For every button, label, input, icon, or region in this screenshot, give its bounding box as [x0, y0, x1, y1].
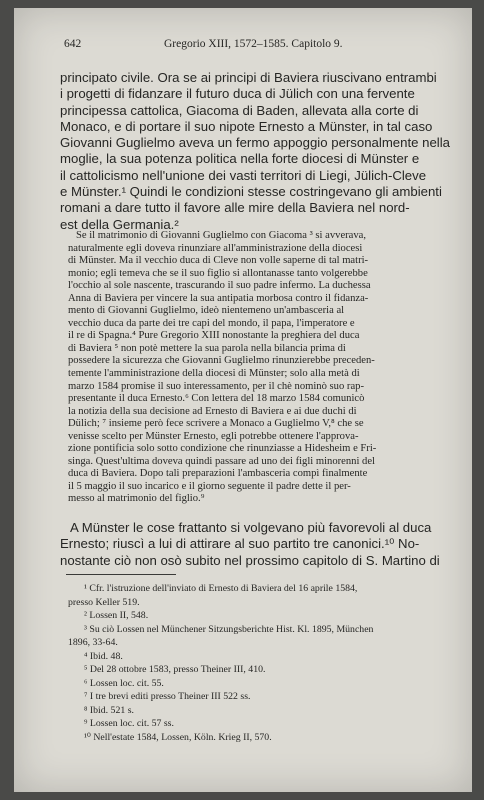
text-line: mento di Giovanni Guglielmo, ideò nientemeno un'ambasceria al — [68, 305, 345, 317]
text-line: venisse scelto per Münster Ernesto, egli potrebbe ottenere l'approva- — [68, 430, 359, 442]
text-line: est della Germania.² — [60, 216, 179, 232]
footnote-continuation: presso Keller 519. — [68, 596, 140, 608]
text-line: i progetti di fidanzare il futuro duca di Jülich con una fervente — [60, 86, 415, 102]
text-line: A Münster le cose frattanto si volgevano più favorevoli al duca — [70, 520, 432, 535]
body-paragraph-3 — [60, 520, 458, 569]
footnotes — [68, 582, 464, 744]
footnote: ⁷ I tre brevi editi presso Theiner III 522 ss. — [84, 691, 251, 702]
text-line: il 5 maggio il suo incarico e il giorno seguente il padre dette il per- — [68, 480, 351, 492]
text-line: Monaco, e di portare il suo nipote Ernesto a Münster, in tal caso — [60, 118, 433, 134]
footnote-divider — [66, 574, 176, 575]
text-line: principato civile. Ora se ai principi di Baviera riuscivano entrambi — [60, 70, 437, 85]
footnote: ¹ Cfr. l'istruzione dell'inviato di Ernesto di Baviera del 16 aprile 1584, — [84, 583, 358, 594]
text-line: vecchio duca da parte dei tre capi del mondo, il papa, l'imperatore e — [68, 317, 355, 329]
page-number: 642 — [64, 38, 82, 50]
text-line: Se il matrimonio di Giovanni Guglielmo con Giacoma ³ si avverava, — [76, 230, 367, 241]
text-line: presentante il duca Ernesto.⁶ Con lettera del 18 marzo 1584 comunicò — [68, 393, 365, 405]
text-line: possedere la sicurezza che Giovanni Guglielmo rinunzierebbe preceden- — [68, 355, 375, 367]
text-line: moglie, la sua potenza politica nella forte diocesi di Münster e — [60, 151, 420, 167]
footnote: ⁹ Lossen loc. cit. 57 ss. — [84, 718, 174, 729]
footnote: ⁸ Ibid. 521 s. — [84, 704, 134, 716]
body-paragraph-1 — [60, 70, 458, 233]
footnote-continuation: 1896, 33-64. — [68, 637, 118, 648]
text-line: messo al matrimonio del figlio.⁹ — [68, 493, 205, 505]
text-line: duca di Baviera. Dopo tali preparazioni l'ambasceria compì finalmente — [68, 468, 368, 480]
text-line: nostante ciò non osò subito nel prossimo capitolo di S. Martino di — [60, 552, 440, 568]
running-title: Gregorio XIII, 1572–1585. Capitolo 9. — [164, 38, 343, 50]
text-line: Ernesto; riuscì a lui di attirare al suo partito tre canonici.¹⁰ No- — [60, 536, 420, 552]
text-line: e Münster.¹ Quindi le condizioni stesse costringevano gli ambienti — [60, 184, 442, 200]
text-line: principessa cattolica, Giacoma di Baden, allevata alla corte di — [60, 102, 419, 118]
text-line: Dülich; ⁷ insieme però fece scrivere a Monaco a Guglielmo V,⁸ che se — [68, 418, 364, 430]
text-line: romani a dare tutto il favore alle mire della Baviera nel nord- — [60, 200, 410, 216]
body-paragraph-2 — [68, 230, 460, 506]
footnote: ² Lossen II, 548. — [84, 610, 149, 621]
text-line: temente l'amministrazione della diocesi di Münster; solo alla metà di — [68, 368, 360, 380]
text-line: monio; egli temeva che se il suo figlio si allontanasse tanto volgerebbe — [68, 267, 368, 279]
text-line: il re di Spagna.⁴ Pure Gregorio XIII nonostante la preghiera del duca — [68, 330, 360, 342]
footnote: ³ Su ciò Lossen nel Münchener Sitzungsberichte Hist. Kl. 1895, München — [84, 623, 374, 635]
text-line: l'occhio al sole nascente, trascurando il suo padre infermo. La duchessa — [68, 280, 371, 292]
text-line: Anna di Baviera per vincere la sua antipatia morbosa contro il fidanza- — [68, 292, 369, 304]
text-line: di Münster. Ma il vecchio duca di Cleve non volle saperne di tal matri- — [68, 255, 369, 267]
text-line: di Baviera ⁵ non potè mettere la sua parola nella bilancia prima di — [68, 342, 346, 354]
text-line: Giovanni Guglielmo aveva un fermo appoggio personalmente nella — [60, 135, 451, 151]
text-line: singa. Quest'ultima doveva quindi passare ad uno dei figli minorenni del — [68, 455, 376, 467]
footnote: ¹⁰ Nell'estate 1584, Lossen, Köln. Krieg II, 570. — [84, 731, 272, 743]
text-line: la notizia della sua decisione ad Ernesto di Baviera e ai due duchi di — [68, 405, 357, 417]
text-line: zione pontificia solo sotto condizione che rinunziasse a Hidesheim e Fri- — [68, 443, 377, 455]
book-page — [14, 8, 472, 792]
footnote: ⁵ Del 28 ottobre 1583, presso Theiner III, 410. — [84, 664, 266, 675]
footnote: ⁴ Ibid. 48. — [84, 650, 123, 662]
text-line: marzo 1584 promise il suo interessamento, per il chè nominò suo rap- — [68, 380, 364, 392]
text-line: il cattolicismo nell'unione dei vasti territori di Liegi, Jülich-Cleve — [60, 167, 427, 183]
text-line: naturalmente egli doveva rinunziare all'amministrazione della diocesi — [68, 242, 363, 254]
footnote: ⁶ Lossen loc. cit. 55. — [84, 677, 164, 689]
